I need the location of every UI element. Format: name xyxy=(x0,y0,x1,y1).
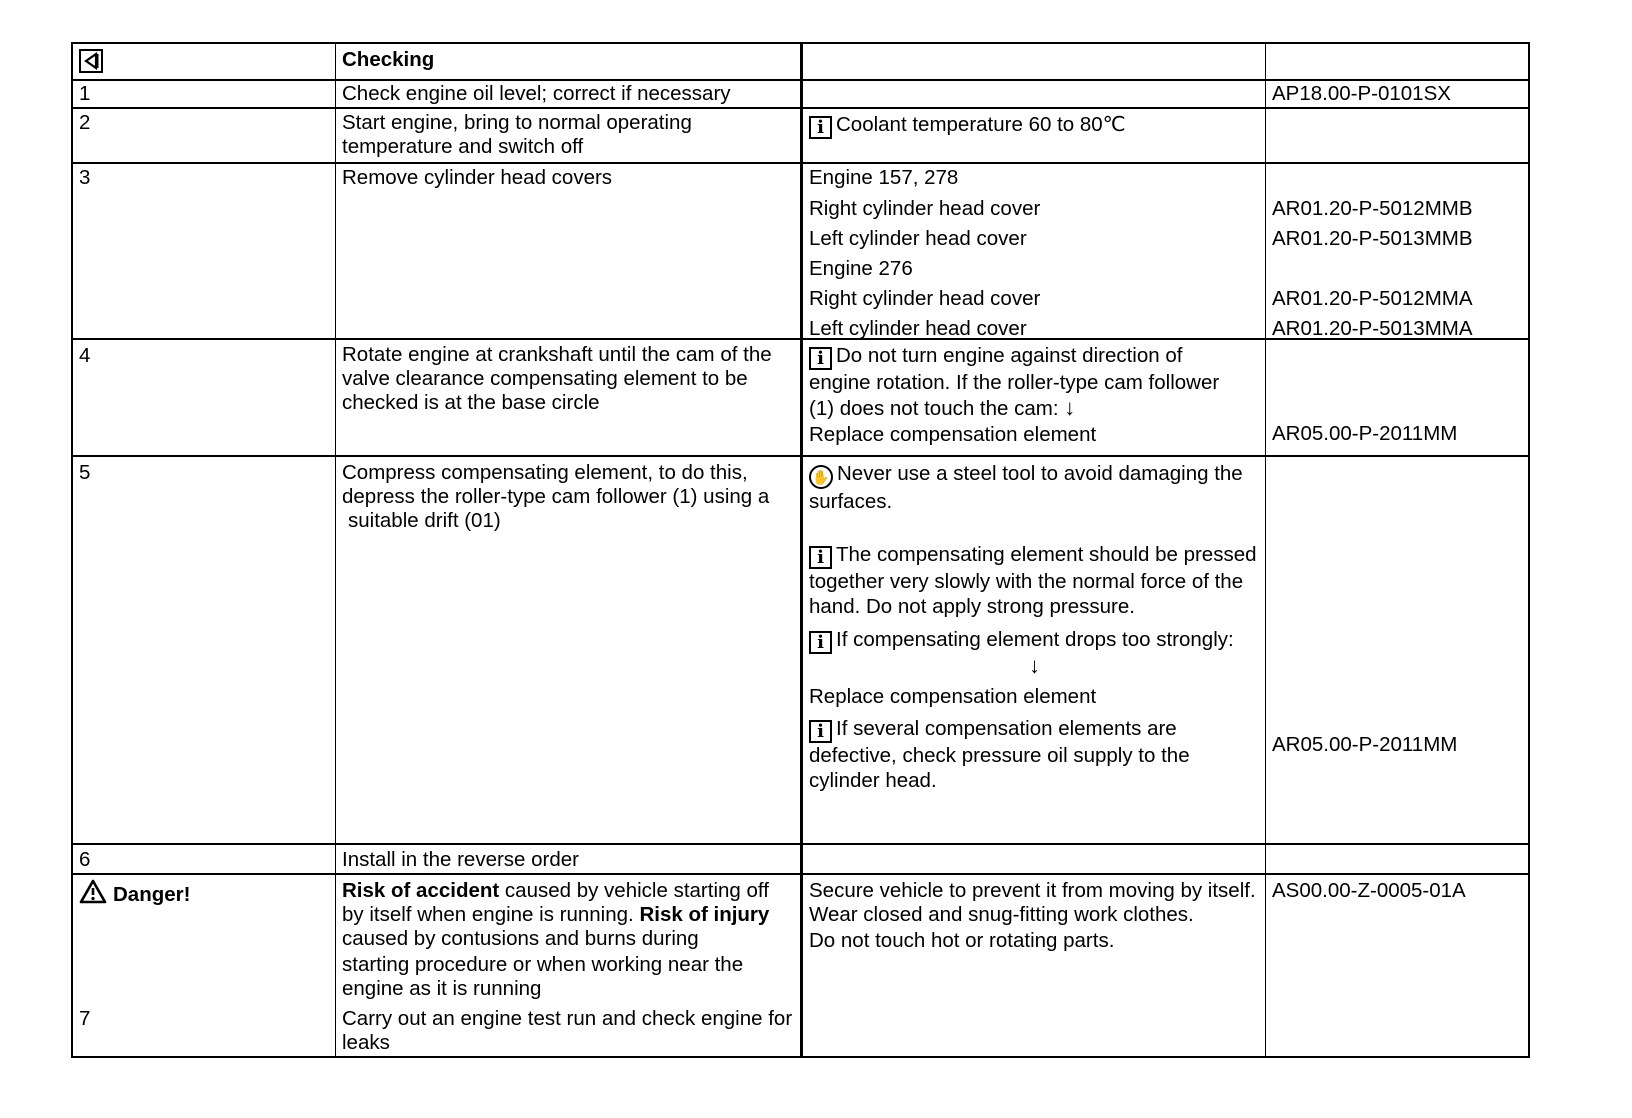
step-action: Carry out an engine test run and check engine for leaks xyxy=(342,1007,793,1054)
table-row xyxy=(71,109,1530,164)
info-icon: i xyxy=(809,347,832,370)
document-reference-link[interactable]: AR01.20-P-5013MMA xyxy=(1272,316,1473,340)
step-number: 7 xyxy=(79,1007,91,1030)
danger-measures-cell: Secure vehicle to prevent it from moving by itself. Wear closed and snug-fitting work clothes. Do not touch hot or rotating parts. xyxy=(800,875,1265,1056)
danger-row xyxy=(71,875,1530,1058)
caution-note: ✋ Never use a steel tool to avoid damaging the surfaces. xyxy=(809,462,1243,513)
instruction-text: Replace compensation element xyxy=(809,423,1097,446)
table-row xyxy=(71,81,1530,109)
info-icon: i xyxy=(809,546,832,569)
step-action: Rotate engine at crankshaft until the cam of the valve clearance compensating element to be checked is at the base circle xyxy=(335,340,800,455)
info-icon: i xyxy=(809,116,832,139)
step-action: Check engine oil level; correct if necessary xyxy=(335,81,800,107)
document-reference-link[interactable]: AR01.20-P-5012MMB xyxy=(1272,196,1473,220)
note-cell xyxy=(800,109,1265,162)
note-text: Coolant temperature 60 to 80℃ xyxy=(836,113,1126,136)
component-label: Left cylinder head cover xyxy=(809,316,1027,340)
table-row xyxy=(71,845,1530,875)
page-title: Checking xyxy=(335,44,800,79)
reference-cell xyxy=(1265,340,1530,455)
document-reference-link[interactable]: AS00.00-Z-0005-01A xyxy=(1272,879,1466,902)
info-icon: i xyxy=(809,720,832,743)
component-label: Right cylinder head cover xyxy=(809,286,1041,310)
table-row xyxy=(71,164,1530,340)
back-navigation-icon[interactable] xyxy=(79,49,103,73)
info-icon: i xyxy=(809,631,832,654)
reference-cell xyxy=(1265,875,1530,1056)
step-action: Remove cylinder head covers xyxy=(335,164,800,338)
step-number: 1 xyxy=(71,81,335,107)
danger-label: Danger! xyxy=(113,883,191,906)
instruction-text: Replace compensation element xyxy=(809,685,1097,708)
engine-variant-label: Engine 157, 278 xyxy=(809,166,959,189)
attention-hand-icon: ✋ xyxy=(809,465,833,489)
info-note: i If compensating element drops too strongly: xyxy=(809,627,1260,654)
header-nav-cell xyxy=(71,44,335,79)
document-reference-link[interactable]: AP18.00-P-0101SX xyxy=(1265,81,1530,107)
step-action: Install in the reverse order xyxy=(335,845,800,873)
step-action: Start engine, bring to normal operating temperature and switch off xyxy=(335,109,800,162)
table-row xyxy=(71,340,1530,457)
arrow-down-icon: ↓ xyxy=(1029,653,1040,678)
table-row xyxy=(71,457,1530,845)
note-cell xyxy=(800,457,1265,843)
danger-cell xyxy=(71,875,335,1056)
note-cell: i Do not turn engine against direction of engine rotation. If the roller-type cam follower (1) does not touch the cam: ↓ Replace compensation element xyxy=(800,340,1265,455)
reference-cell xyxy=(1265,164,1530,338)
step-action-cell: Compress compensating element, to do this, depress the roller-type cam follower (1) using a suitable drift (01) xyxy=(335,457,800,843)
engine-variants-cell xyxy=(800,164,1265,338)
step-number: 2 xyxy=(71,109,335,162)
engine-variant-label: Engine 276 xyxy=(809,256,913,280)
step-number: 5 xyxy=(71,457,335,843)
info-note: i If several compensation elements are defective, check pressure oil supply to the cylinder head. xyxy=(809,717,1190,792)
document-reference-link[interactable]: AR05.00-P-2011MM xyxy=(1272,422,1458,445)
component-label: Right cylinder head cover xyxy=(809,196,1041,220)
warning-triangle-icon xyxy=(79,879,107,904)
arrow-down-icon: ↓ xyxy=(1064,395,1076,420)
step-number: 6 xyxy=(71,845,335,873)
document-reference-link[interactable]: AR01.20-P-5012MMA xyxy=(1272,286,1473,310)
document-reference-link[interactable]: AR05.00-P-2011MM xyxy=(1272,733,1458,756)
document-reference-link[interactable]: AR01.20-P-5013MMB xyxy=(1272,226,1473,250)
step-number: 4 xyxy=(71,340,335,455)
component-label: Left cylinder head cover xyxy=(809,226,1027,250)
reference-cell xyxy=(1265,457,1530,843)
info-note: i The compensating element should be pressed together very slowly with the normal force of the hand. Do not apply strong pressure. xyxy=(809,543,1257,618)
danger-risk-cell: Risk of accident caused by vehicle starting off by itself when engine is running. Risk of injury caused by contusions and burns during starting procedure or when working near the engine as it is running Carry out an engine test run and check engine for leaks xyxy=(335,875,800,1056)
procedure-table xyxy=(71,42,1530,1058)
step-number: 3 xyxy=(71,164,335,338)
table-header-row xyxy=(71,42,1530,81)
